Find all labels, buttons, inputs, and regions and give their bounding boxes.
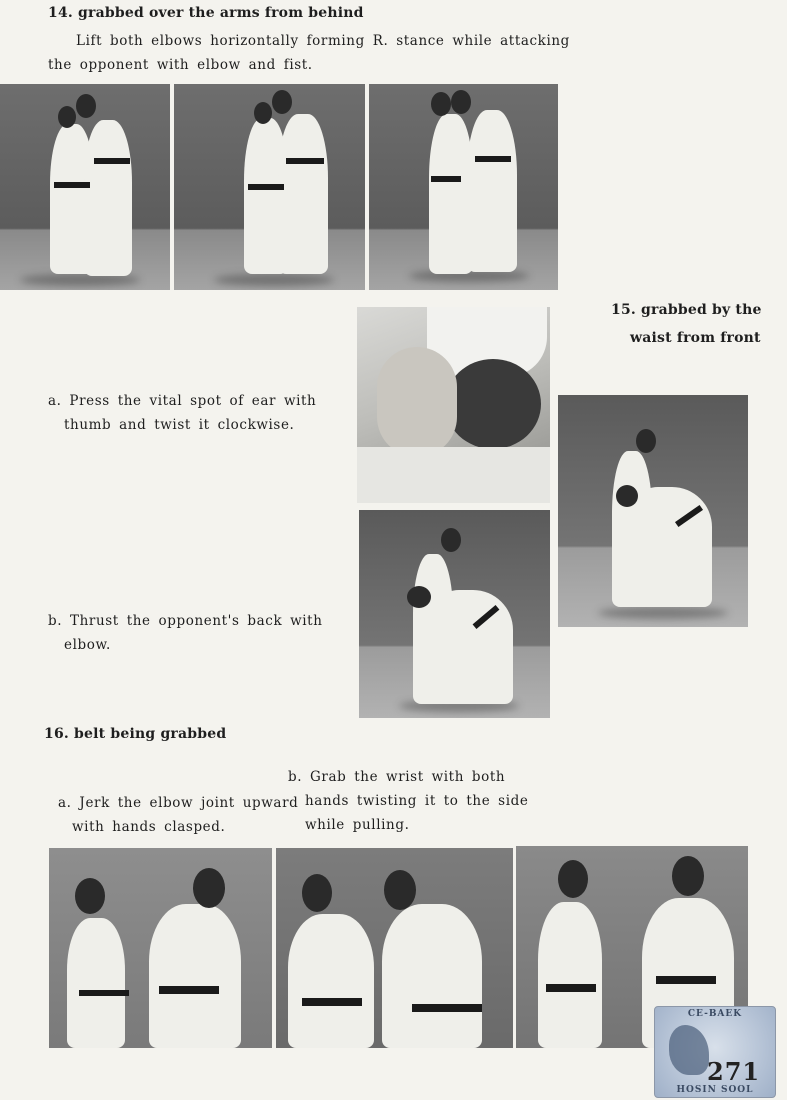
dragon-icon [669,1025,709,1075]
section-16-heading: 16. belt being grabbed [44,726,227,742]
photo-14-step1 [0,84,170,290]
section-16-step-b-line3: while pulling. [305,817,410,833]
section-16-step-b-line1: b. Grab the wrist with both [288,769,506,785]
photo-16-step-b1 [276,848,513,1048]
section-15-heading-line1: 15. grabbed by the [611,302,762,318]
photo-15-closeup-ear [357,307,550,503]
section-14-text-line2: the opponent with elbow and fist. [48,57,313,73]
section-16-step-b-line2: hands twisting it to the side [305,793,529,809]
section-16-step-a-line1: a. Jerk the elbow joint upward [58,795,299,811]
section-15-step-a-line1: a. Press the vital spot of ear with [48,393,317,409]
section-15-step-b-line2: elbow. [64,637,111,653]
section-14-heading: 14. grabbed over the arms from behind [48,5,364,21]
photo-15-elbow-thrust [359,510,550,718]
photo-14-step2 [174,84,365,290]
section-16-step-a-line2: with hands clasped. [72,819,226,835]
hosin-sool-emblem [654,1006,776,1098]
section-15-step-b-line1: b. Thrust the opponent's back with [48,613,323,629]
photo-15-full-grab [558,395,748,627]
photo-16-step-a [49,848,272,1048]
photo-14-step3 [369,84,558,290]
page-number: 271 [707,1057,761,1086]
emblem-bottom-text: HOSIN SOOL [676,1085,754,1095]
section-14-text-line1: Lift both elbows horizontally forming R. stance while attacking [76,33,570,49]
section-15-heading-line2: waist from front [630,330,761,346]
emblem-top-text: CE-BAEK [687,1009,743,1019]
section-15-step-a-line2: thumb and twist it clockwise. [64,417,295,433]
